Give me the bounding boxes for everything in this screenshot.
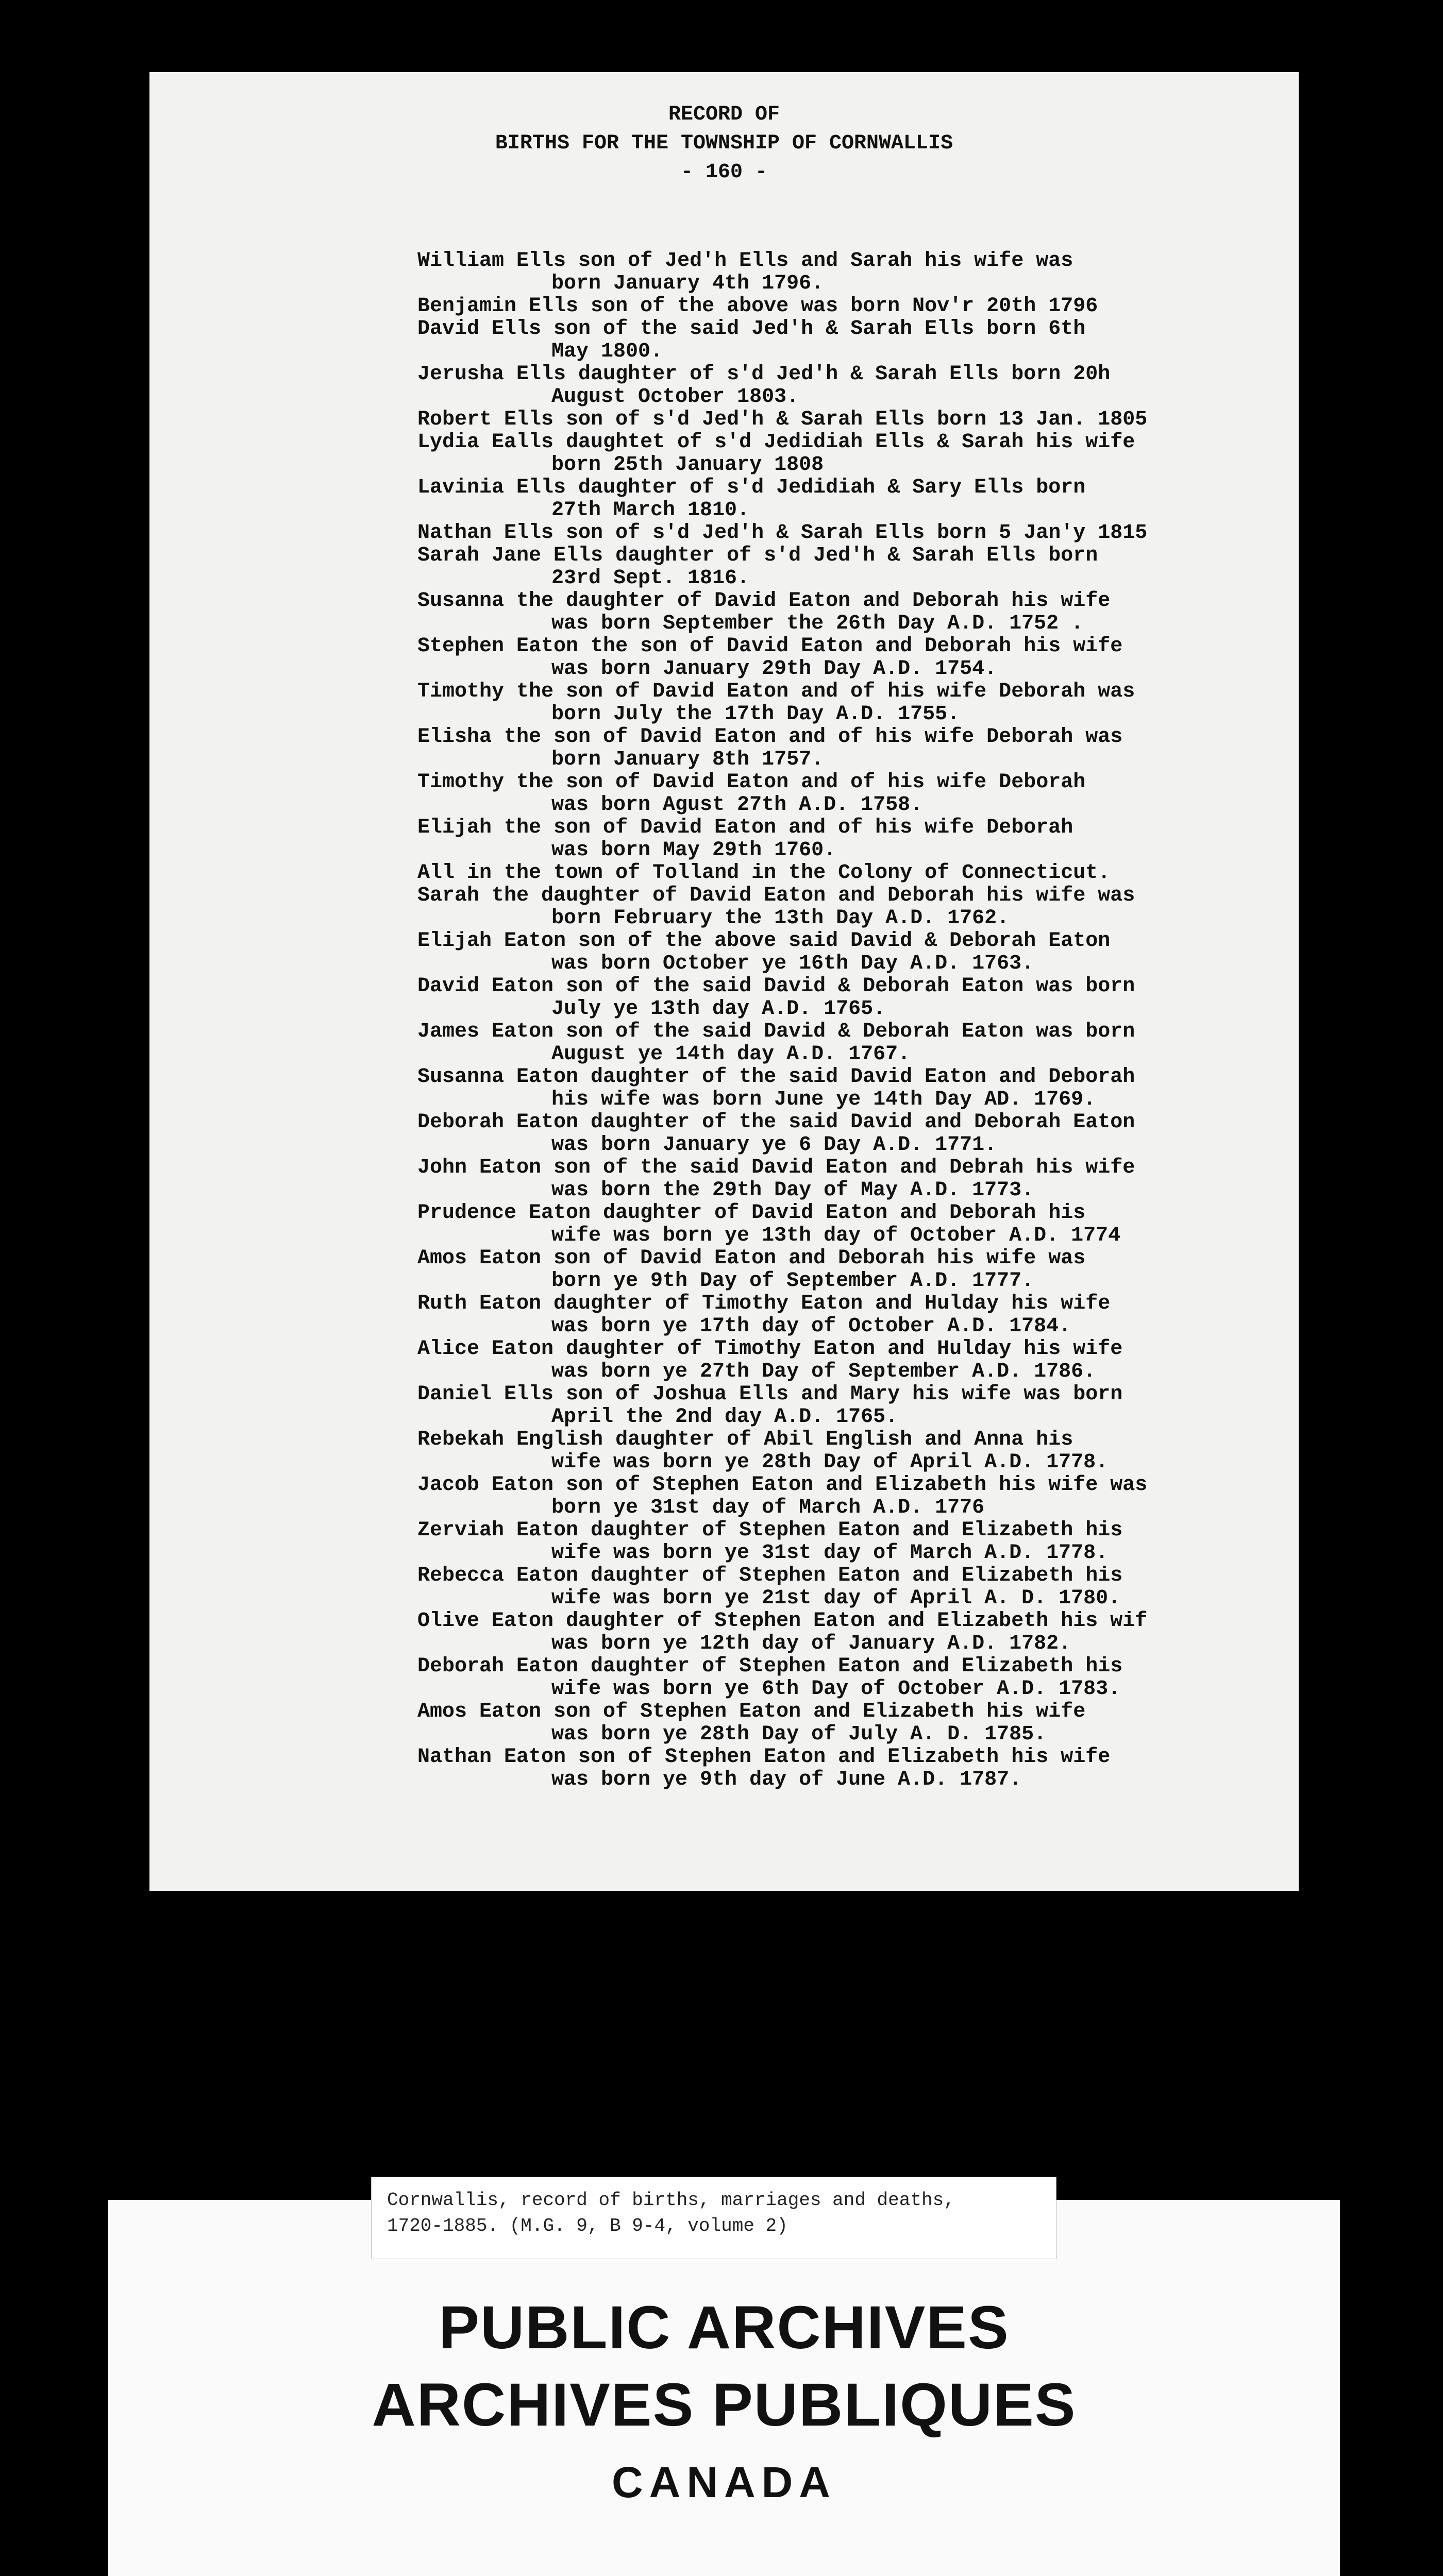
archives-publiques-title: ARCHIVES PUBLIQUES <box>372 2371 1077 2439</box>
birth-record-line-2: was born May 29th 1760. <box>551 839 836 862</box>
birth-record <box>417 1610 1294 1655</box>
birth-record <box>417 862 1294 885</box>
birth-record-line-1: Amos Eaton son of Stephen Eaton and Elizabeth his wife <box>417 1700 1086 1723</box>
birth-record-line-2: May 1800. <box>551 340 663 363</box>
birth-record-line-2: was born Agust 27th A.D. 1758. <box>551 793 923 817</box>
birth-record <box>417 1157 1294 1202</box>
birth-record-line-1: Sarah the daughter of David Eaton and Deborah his wife was <box>417 884 1135 907</box>
birth-record <box>417 1247 1294 1293</box>
birth-record <box>417 250 1294 295</box>
birth-record-line-1: William Ells son of Jed'h Ells and Sarah his wife was <box>417 249 1073 273</box>
birth-record-line-1: Daniel Ells son of Joshua Ells and Mary his wife was born <box>417 1383 1123 1406</box>
birth-record <box>417 1111 1294 1157</box>
birth-record-line-1: Ruth Eaton daughter of Timothy Eaton and Hulday his wife <box>417 1292 1111 1315</box>
birth-record-line-1: Sarah Jane Ells daughter of s'd Jed'h & Sarah Ells born <box>417 544 1098 567</box>
birth-record-line-2: born 25th January 1808 <box>551 453 824 477</box>
birth-record-line-1: Alice Eaton daughter of Timothy Eaton and Hulday his wife <box>417 1337 1123 1361</box>
birth-record-line-1: Elijah the son of David Eaton and of his wife Deborah <box>417 816 1073 839</box>
archive-label <box>371 2177 1056 2259</box>
birth-record-line-2: was born ye 12th day of January A.D. 1782. <box>551 1632 1071 1655</box>
birth-record-line-1: Robert Ells son of s'd Jed'h & Sarah Ells born 13 Jan. 1805 <box>417 408 1148 431</box>
document-page <box>149 72 1299 1891</box>
birth-record-line-2: born ye 31st day of March A.D. 1776 <box>551 1496 985 1519</box>
birth-record-line-2: 23rd Sept. 1816. <box>551 567 750 590</box>
birth-record-line-1: Olive Eaton daughter of Stephen Eaton and Elizabeth his wif <box>417 1609 1148 1633</box>
birth-record-line-2: his wife was born June ye 14th Day AD. 1769. <box>551 1088 1096 1111</box>
birth-record <box>417 681 1294 726</box>
birth-record-line-2: July ye 13th day A.D. 1765. <box>551 997 886 1021</box>
archive-label-line-1: Cornwallis, record of births, marriages and deaths, <box>387 2190 955 2211</box>
birth-record <box>417 1429 1294 1474</box>
birth-record <box>417 817 1294 862</box>
birth-record-line-2: April the 2nd day A.D. 1765. <box>551 1405 898 1429</box>
birth-record-line-1: Prudence Eaton daughter of David Eaton and Deborah his <box>417 1201 1086 1225</box>
birth-record <box>417 1066 1294 1111</box>
birth-record-line-1: Timothy the son of David Eaton and of his wife Deborah <box>417 771 1086 794</box>
birth-record <box>417 409 1294 431</box>
archive-label-line-2: 1720-1885. (M.G. 9, B 9-4, volume 2) <box>387 2215 788 2236</box>
births-heading: BIRTHS FOR THE TOWNSHIP OF CORNWALLIS <box>495 132 953 155</box>
canada-title: CANADA <box>612 2458 836 2506</box>
birth-record-line-2: was born October ye 16th Day A.D. 1763. <box>551 952 1034 975</box>
birth-record-line-2: was born September the 26th Day A.D. 1752 . <box>551 612 1084 635</box>
birth-record-line-1: Benjamin Ells son of the above was born Nov'r 20th 1796 <box>417 295 1098 318</box>
birth-record <box>417 635 1294 681</box>
record-of-heading: RECORD OF <box>668 103 780 126</box>
birth-record-line-1: David Eaton son of the said David & Deborah Eaton was born <box>417 975 1135 998</box>
archive-card <box>108 2190 1340 2576</box>
birth-record-line-2: born ye 9th Day of September A.D. 1777. <box>551 1269 1034 1293</box>
birth-record-line-1: Stephen Eaton the son of David Eaton and Deborah his wife <box>417 635 1123 658</box>
birth-record-line-2: was born the 29th Day of May A.D. 1773. <box>551 1179 1034 1202</box>
birth-record-line-1: Zerviah Eaton daughter of Stephen Eaton and Elizabeth his <box>417 1519 1123 1542</box>
birth-record <box>417 477 1294 522</box>
birth-record-line-1: Rebekah English daughter of Abil English and Anna his <box>417 1428 1073 1451</box>
birth-record-line-1: Amos Eaton son of David Eaton and Deborah his wife was <box>417 1247 1086 1270</box>
birth-record-line-1: Timothy the son of David Eaton and of his wife Deborah was <box>417 680 1135 703</box>
birth-record-line-1: James Eaton son of the said David & Deborah Eaton was born <box>417 1020 1135 1043</box>
birth-record-line-2: born January 4th 1796. <box>551 272 824 295</box>
birth-record-line-2: born February the 13th Day A.D. 1762. <box>551 907 1010 930</box>
birth-record <box>417 545 1294 590</box>
birth-record-line-1: Nathan Eaton son of Stephen Eaton and Elizabeth his wife <box>417 1745 1111 1769</box>
birth-record-line-1: Nathan Ells son of s'd Jed'h & Sarah Ells born 5 Jan'y 1815 <box>417 521 1148 545</box>
birth-record-line-2: wife was born ye 21st day of April A. D. 1780. <box>551 1587 1121 1610</box>
public-archives-title: PUBLIC ARCHIVES <box>439 2294 1010 2362</box>
birth-record <box>417 1565 1294 1610</box>
birth-record-line-1: Deborah Eaton daughter of Stephen Eaton and Elizabeth his <box>417 1655 1123 1678</box>
birth-record <box>417 1202 1294 1247</box>
birth-records-list <box>417 250 1294 1791</box>
birth-record-line-2: August October 1803. <box>551 385 799 409</box>
birth-record <box>417 590 1294 635</box>
birth-record <box>417 522 1294 545</box>
birth-record <box>417 295 1294 318</box>
birth-record <box>417 1519 1294 1565</box>
birth-record-line-1: Susanna the daughter of David Eaton and Deborah his wife <box>417 589 1111 613</box>
birth-record <box>417 885 1294 930</box>
birth-record-line-2: wife was born ye 13th day of October A.D. 1774 <box>551 1224 1121 1247</box>
birth-record-line-2: was born ye 17th day of October A.D. 1784. <box>551 1315 1071 1338</box>
birth-record <box>417 1701 1294 1746</box>
birth-record-line-1: Susanna Eaton daughter of the said David Eaton and Deborah <box>417 1065 1135 1089</box>
birth-record-line-2: was born ye 9th day of June A.D. 1787. <box>551 1768 1022 1791</box>
birth-record-line-2: was born ye 27th Day of September A.D. 1786. <box>551 1360 1096 1383</box>
page-header <box>149 100 1299 187</box>
birth-record-line-2: born July the 17th Day A.D. 1755. <box>551 703 960 726</box>
birth-record-line-2: born January 8th 1757. <box>551 748 824 771</box>
birth-record <box>417 1474 1294 1519</box>
birth-record-line-1: Rebecca Eaton daughter of Stephen Eaton and Elizabeth his <box>417 1564 1123 1587</box>
birth-record-line-1: Elisha the son of David Eaton and of his wife Deborah was <box>417 725 1123 749</box>
birth-record-line-1: All in the town of Tolland in the Colony of Connecticut. <box>417 861 1111 885</box>
birth-record <box>417 1383 1294 1429</box>
birth-record-line-1: Lydia Ealls daughtet of s'd Jedidiah Ells & Sarah his wife <box>417 431 1135 454</box>
birth-record <box>417 1655 1294 1701</box>
birth-record <box>417 1021 1294 1066</box>
birth-record <box>417 771 1294 817</box>
birth-record <box>417 431 1294 477</box>
birth-record <box>417 363 1294 409</box>
page-number: - 160 - <box>680 161 768 184</box>
birth-record-line-2: was born January ye 6 Day A.D. 1771. <box>551 1133 997 1157</box>
birth-record-line-1: Lavinia Ells daughter of s'd Jedidiah & Sary Ells born <box>417 476 1086 499</box>
birth-record <box>417 930 1294 975</box>
birth-record-line-2: 27th March 1810. <box>551 499 750 522</box>
birth-record-line-2: wife was born ye 31st day of March A.D. 1778. <box>551 1541 1109 1565</box>
birth-record-line-2: was born ye 28th Day of July A. D. 1785. <box>551 1723 1047 1746</box>
birth-record-line-1: Jerusha Ells daughter of s'd Jed'h & Sarah Ells born 20h <box>417 363 1111 386</box>
birth-record-line-2: was born January 29th Day A.D. 1754. <box>551 657 997 681</box>
birth-record <box>417 975 1294 1021</box>
birth-record <box>417 1338 1294 1383</box>
birth-record-line-1: David Ells son of the said Jed'h & Sarah Ells born 6th <box>417 317 1086 341</box>
birth-record <box>417 1293 1294 1338</box>
birth-record-line-2: wife was born ye 28th Day of April A.D. 1778. <box>551 1451 1109 1474</box>
birth-record-line-2: wife was born ye 6th Day of October A.D. 1783. <box>551 1677 1121 1701</box>
birth-record <box>417 318 1294 363</box>
birth-record-line-2: August ye 14th day A.D. 1767. <box>551 1043 911 1066</box>
birth-record-line-1: Jacob Eaton son of Stephen Eaton and Elizabeth his wife was <box>417 1473 1148 1497</box>
birth-record-line-1: Deborah Eaton daughter of the said David and Deborah Eaton <box>417 1111 1135 1134</box>
birth-record <box>417 1746 1294 1791</box>
birth-record-line-1: Elijah Eaton son of the above said David & Deborah Eaton <box>417 929 1111 953</box>
birth-record-line-1: John Eaton son of the said David Eaton and Debrah his wife <box>417 1156 1135 1179</box>
birth-record <box>417 726 1294 771</box>
